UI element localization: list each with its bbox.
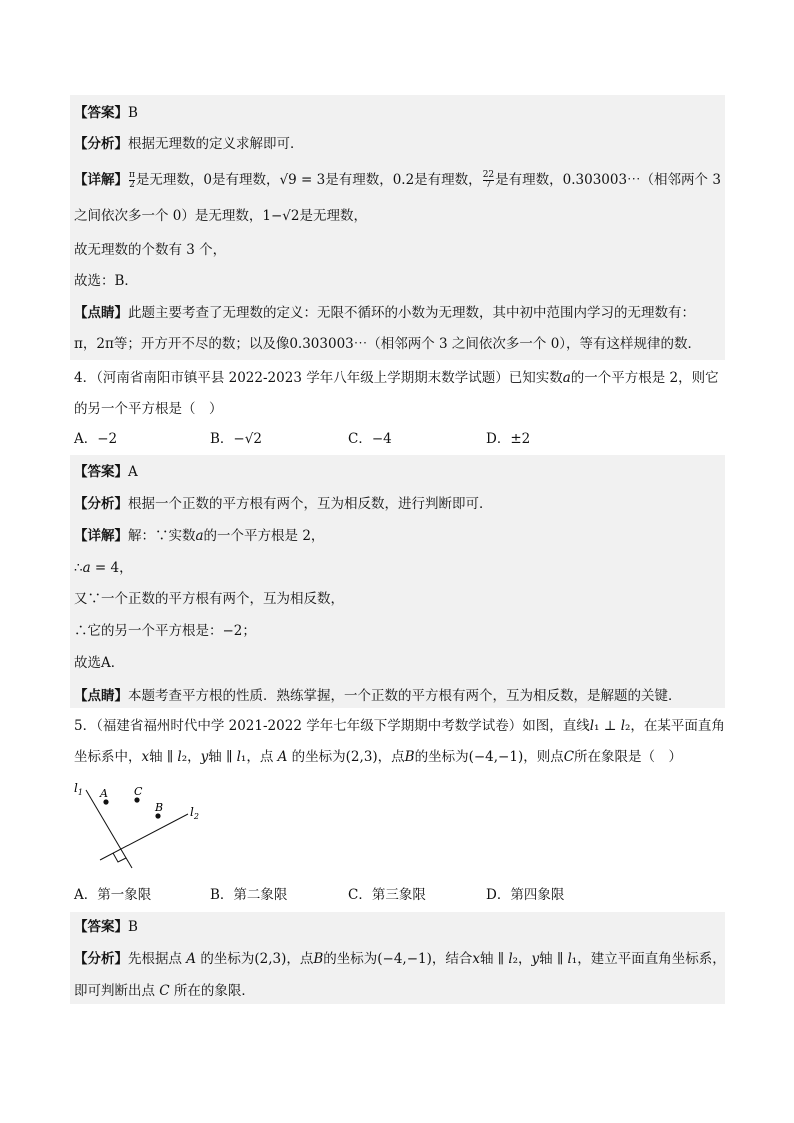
q3-answer-line: [74, 103, 138, 123]
q3-detail-line-2: 之间依次多一个 0）是无理数，1−√2是无理数，: [74, 208, 367, 224]
pi-over-2-fraction: $\frac{\pi}{2}$: [129, 170, 135, 190]
q5-analysis-line-1: 【分析】先根据点 𝐴 的坐标为(2,3)，点𝐵的坐标为(−4,−1)，结合𝑥轴 ∥ 𝑙₂，𝑦轴 ∥ 𝑙₁，建立平面直角坐标系，: [74, 951, 726, 967]
q4-comment-line: 【点睛】本题考查平方根的性质．熟练掌握，一个正数的平方根有两个，互为相反数，是解题的关键．: [74, 688, 682, 704]
q5-answer-line: 【答案】B: [74, 919, 138, 935]
q4-detail-line-4: ∴它的另一个平方根是：−2；: [74, 623, 256, 639]
q5-analysis-line-2: 即可判断出点 𝐶 所在的象限．: [74, 983, 255, 999]
q3-detail-line-1: 【详解】 $\frac{\pi}{2}$ 是无理数，0是有理数，√9 = 3是有理数，0.2是有理数， $\frac{22}{7}$ 是有理数，0.303003⋯（相邻两个 3: [74, 170, 721, 190]
q4-detail-line-2: ∴𝑎 = 4，: [74, 560, 133, 576]
q5-option-c: C．第三象限: [348, 887, 426, 903]
q4-option-b: B．−√2: [210, 431, 262, 447]
label-l2: $l_2$: [190, 805, 199, 821]
line-l1: [86, 790, 132, 868]
label-c: C: [134, 785, 143, 798]
q3-detail-line-4: 故选：B．: [74, 273, 138, 289]
sqrt-9: √9 = 3: [279, 172, 326, 188]
q4-option-d: D．±2: [486, 431, 531, 447]
q4-answer-line: 【答案】A: [74, 464, 138, 480]
q3-detail-line-3: 故无理数的个数有 3 个，: [74, 242, 227, 258]
perpendicular-lines-figure: [70, 778, 230, 873]
point-a: [103, 799, 108, 804]
label-l1: $l_1$: [74, 781, 83, 797]
label-b: B: [155, 801, 164, 814]
q4-stem-line-1: 4．（河南省南阳市镇平县 2022-2023 学年八年级上学期期末数学试题）已知实数𝑎的一个平方根是 2，则它: [74, 370, 719, 386]
analysis-text: 根据无理数的定义求解即可．: [128, 136, 304, 152]
q5-option-a: A．第一象限: [74, 887, 152, 903]
detail-tag: 【详解】: [74, 172, 128, 188]
q3-comment-line-2: π，2π等；开方开不尽的数；以及像0.303003⋯（相邻两个 3 之间依次多一个 0），等有这样规律的数．: [74, 336, 702, 352]
point-b: [155, 813, 160, 818]
q4-analysis-line: 【分析】根据一个正数的平方根有两个，互为相反数，进行判断即可．: [74, 496, 493, 512]
q5-option-d: D．第四象限: [486, 887, 565, 903]
label-a: A: [100, 787, 108, 800]
point-c: [134, 797, 139, 802]
comment-tag: 【点睛】: [74, 305, 128, 321]
answer-value: B: [128, 105, 138, 121]
q4-detail-line-3: 又∵一个正数的平方根有两个，互为相反数，: [74, 591, 344, 607]
q4-detail-line-1: 【详解】解：∵实数𝑎的一个平方根是 2，: [74, 528, 325, 544]
fraction-22-7: $\frac{22}{7}$: [482, 170, 495, 190]
q4-answer-block: [70, 455, 725, 708]
q4-option-c: C．−4: [348, 431, 392, 447]
analysis-tag: 【分析】: [74, 136, 128, 152]
q3-comment-line-1: 【点睛】此题主要考查了无理数的定义：无限不循环的小数为无理数，其中初中范围内学习的无理数有：: [74, 305, 695, 321]
q5-stem-line-1: 5．（福建省福州时代中学 2021-2022 学年七年级下学期期中考数学试卷）如图，直线𝑙₁ ⊥ 𝑙₂，在某平面直角: [74, 718, 725, 734]
q3-analysis-line: [74, 134, 304, 154]
q5-stem-line-2: 坐标系中，𝑥轴 ∥ 𝑙₂，𝑦轴 ∥ 𝑙₁，点 𝐴 的坐标为(2,3)，点𝐵的坐标为(−4,−1)，则点𝐶所在象限是（ ）: [74, 749, 683, 765]
q5-option-b: B．第二象限: [210, 887, 288, 903]
q4-option-a: A．−2: [74, 431, 118, 447]
q4-stem-line-2: 的另一个平方根是（ ）: [74, 401, 223, 417]
q4-detail-line-5: 故选A．: [74, 655, 125, 671]
answer-tag: 【答案】: [74, 105, 128, 121]
